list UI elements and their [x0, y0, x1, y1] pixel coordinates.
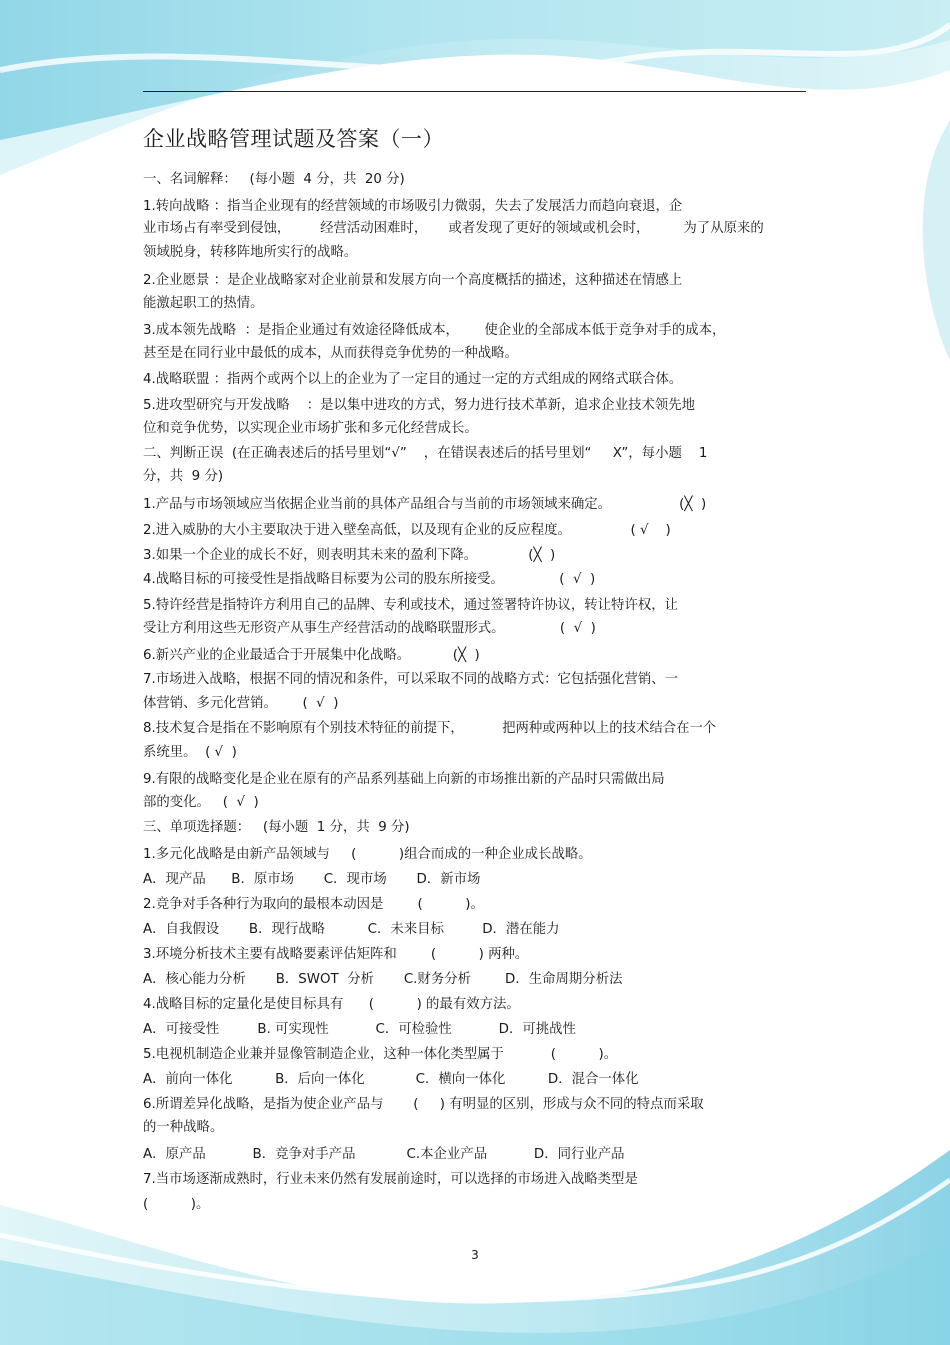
text-line: 7.市场进入战略，根据不同的情况和条件，可以采取不同的战略方式：它包括强化营销、一: [143, 672, 679, 687]
text-line: 4.战略目标的可接受性是指战略目标要为公司的股东所接受。 ( √ ): [143, 572, 596, 587]
text-line: 5.特许经营是指特许方利用自己的品牌、专利或技术，通过签署特许协议，转让特许权，让: [143, 598, 679, 613]
text-line: 3.成本领先战略 ：是指企业通过有效途径降低成本， 使企业的全部成本低于竞争对手的成本，: [143, 323, 726, 338]
text-line: 2.进入威胁的大小主要取决于进入壁垒高低，以及现有企业的反应程度。 ( √ ): [143, 523, 671, 538]
text-line: 1.转向战略 ：指当企业现有的经营领域的市场吸引力微弱，失去了发展活力而趋向衰退，企: [143, 199, 683, 214]
text-line: 5.进攻型研究与开发战略 ：是以集中进攻的方式，努力进行技术革新，追求企业技术领先地: [143, 398, 696, 413]
text-line: 甚至是在同行业中最低的成本，从而获得竞争优势的一种战略。: [143, 346, 518, 361]
text-line: 受让方利用这些无形资产从事生产经营活动的战略联盟形式。 ( √ ): [143, 621, 596, 636]
section-heading-definitions: 一、名词解释： (每小题 4 分，共 20 分): [143, 172, 405, 187]
text-line: 2.企业愿景 ：是企业战略家对企业前景和发展方向一个高度概括的描述，这种描述在情感上: [143, 273, 683, 288]
options-line: A．现产品 B．原市场 C．现市场 D．新市场: [143, 872, 481, 887]
options-line: A．前向一体化 B．后向一体化 C．横向一体化 D．混合一体化: [143, 1072, 639, 1087]
question-line: 7.当市场逐渐成熟时，行业未来仍然有发展前途时，可以选择的市场进入战略类型是: [143, 1172, 638, 1187]
options-line: A．原产品 B．竞争对手产品 C.本企业产品 D．同行业产品: [143, 1147, 625, 1162]
options-line: A．自我假设 B．现行战略 C．未来目标 D．潜在能力: [143, 922, 560, 937]
text-line: 4.战略联盟 ：指两个或两个以上的企业为了一定目的通过一定的方式组成的网络式联合体。: [143, 372, 683, 387]
text-line: 部的变化。 ( √ ): [143, 795, 259, 810]
options-line: A．核心能力分析 B．SWOT 分析 C.财务分析 D．生命周期分析法: [143, 972, 623, 987]
question-line: 的一种战略。: [143, 1120, 224, 1135]
text-line: 业市场占有率受到侵蚀， 经营活动困难时， 或者发现了更好的领域或机会时， 为了从原来的: [143, 221, 764, 236]
text-line: 位和竞争优势，以实现企业市场扩张和多元化经营成长。: [143, 421, 478, 436]
question-line: 4.战略目标的定量化是使目标具有 ( ) 的最有效方法。: [143, 997, 520, 1012]
options-line: A．可接受性 B. 可实现性 C．可检验性 D．可挑战性: [143, 1022, 576, 1037]
question-line: 6.所谓差异化战略，是指为使企业产品与 ( ) 有明显的区别，形成与众不同的特点而采取: [143, 1097, 704, 1112]
section-heading-multiple-choice: 三、单项选择题： (每小题 1 分，共 9 分): [143, 820, 410, 835]
text-line: 体营销、多元化营销。 ( √ ): [143, 696, 339, 711]
document-title: 企业战略管理试题及答案（一）: [143, 127, 444, 151]
text-line: 8.技术复合是指在不影响原有个别技术特征的前提下， 把两种或两种以上的技术结合在一个: [143, 721, 717, 736]
text-line: 分，共 9 分): [143, 469, 224, 484]
question-line: 2.竞争对手各种行为取向的最根本动因是 ( )。: [143, 897, 484, 912]
text-line: 领域脱身，转移阵地所实行的战略。: [143, 245, 358, 260]
section-heading-true-false: 二、判断正误 (在正确表述后的括号里划“√” ，在错误表述后的括号里划“ X”，每小题 1: [143, 446, 708, 461]
question-line: 3.环境分析技术主要有战略要素评估矩阵和 ( ) 两种。: [143, 947, 529, 962]
header-rule: [143, 91, 806, 92]
question-line: 1.多元化战略是由新产品领域与 ( )组合而成的一种企业成长战略。: [143, 847, 592, 862]
text-line: 9.有限的战略变化是企业在原有的产品系列基础上向新的市场推出新的产品时只需做出局: [143, 772, 665, 787]
question-line: 5.电视机制造企业兼并显像管制造企业，这种一体化类型属于 ( )。: [143, 1047, 618, 1062]
page-number: 3: [471, 1248, 479, 1262]
text-line: 6.新兴产业的企业最适合于开展集中化战略。 (╳ ): [143, 648, 480, 663]
text-line: 1.产品与市场领域应当依据企业当前的具体产品组合与当前的市场领域来确定。 (╳ ): [143, 497, 707, 512]
question-line: ( )。: [143, 1197, 210, 1212]
text-line: 能激起职工的热情。: [143, 296, 264, 311]
text-line: 3.如果一个企业的成长不好，则表明其未来的盈利下降。 (╳ ): [143, 548, 556, 563]
text-line: 系统里。 ( √ ): [143, 745, 237, 760]
